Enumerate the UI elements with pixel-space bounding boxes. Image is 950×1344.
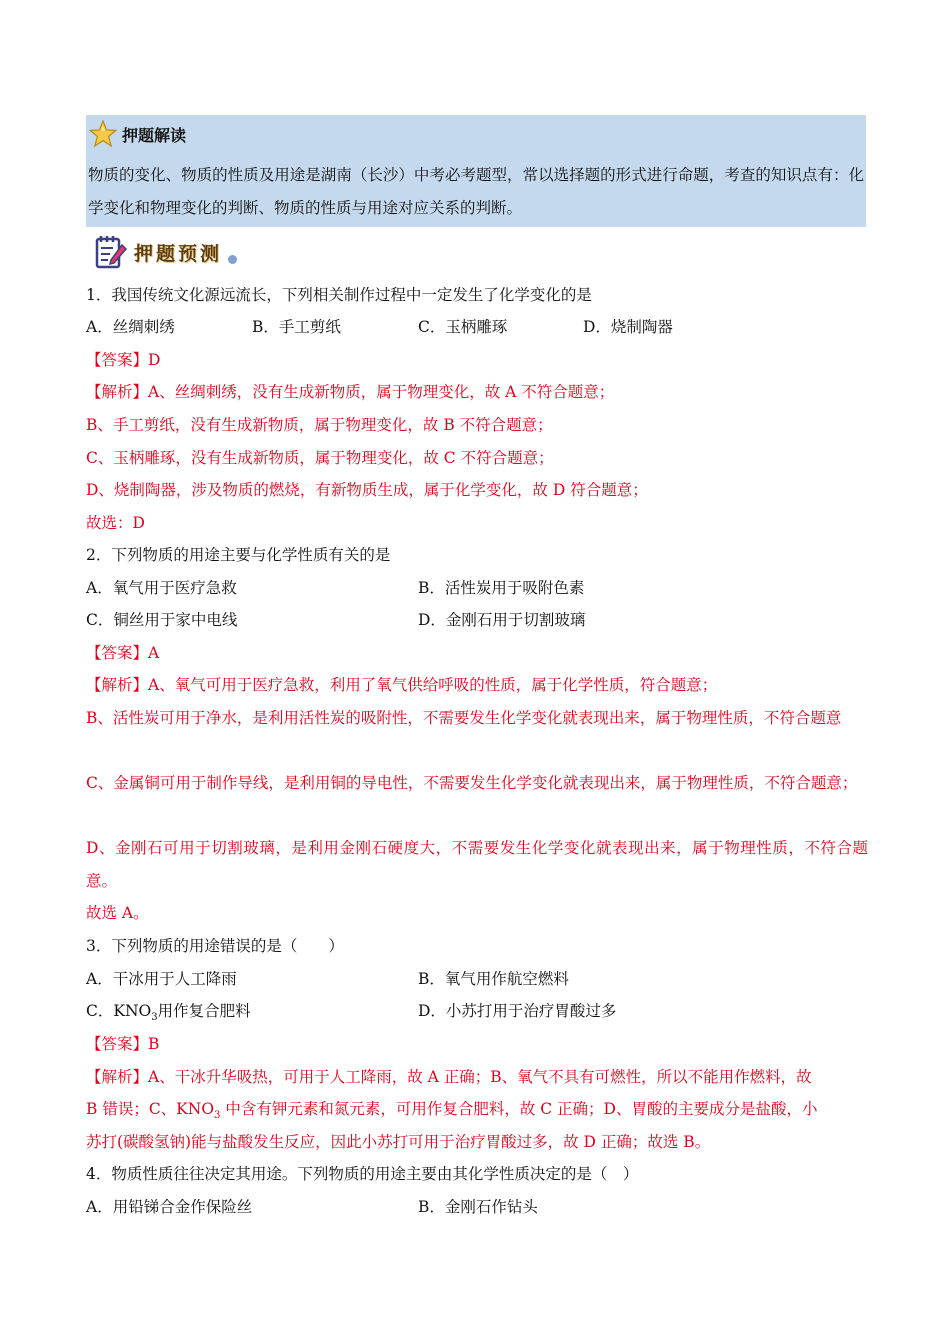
q4-stem: 4．物质性质往往决定其用途。下列物质的用途主要由其化学性质决定的是（ ） [86, 1165, 639, 1183]
q3-analysis-2 [86, 1098, 868, 1123]
q2-analysis-2: B、活性炭可用于净水，是利用活性炭的吸附性，不需要发生化学变化就表现出来，属于物理性质，不符合题意 [86, 709, 842, 727]
q3-stem: 3．下列物质的用途错误的是（ ） [86, 937, 344, 955]
interpretation-header [86, 119, 186, 149]
q3-analysis-2-suffix: 中含有钾元素和氮元素，可用作复合肥料，故 C 正确；D、胃酸的主要成分是盐酸，小 [220, 1100, 818, 1118]
q2-analysis-3: C、金属铜可用于制作导线，是利用铜的导电性，不需要发生化学变化就表现出来，属于物理性质，不符合题意； [86, 774, 858, 792]
prediction-title: 押题预测 [134, 242, 223, 265]
notebook-pencil-icon [94, 233, 128, 271]
q3-option-c-prefix: C．KNO [86, 1002, 152, 1020]
interpretation-box [86, 115, 866, 227]
q3-analysis-2-subscript: 3 [214, 1110, 221, 1121]
q3-answer: 【答案】B [86, 1035, 160, 1053]
q3-option-c-suffix: 用作复合肥料 [157, 1002, 251, 1020]
interpretation-text: 物质的变化、物质的性质及用途是湖南（长沙）中考必考题型，常以选择题的形式进行命题，考查的知识点有：化学变化和物理变化的判断、物质的性质与用途对应关系的判断。 [88, 166, 864, 217]
q1-analysis-2: B、手工剪纸，没有生成新物质，属于物理变化，故 B 不符合题意； [86, 416, 553, 434]
q2-analysis-5: 故选 A。 [86, 904, 149, 922]
q4-option-b: B．金刚石作钻头 [418, 1198, 538, 1216]
q3-option-a: A．干冰用于人工降雨 [86, 970, 237, 988]
q2-answer: 【答案】A [86, 644, 160, 662]
q2-analysis-1: 【解析】A、氧气可用于医疗急救，利用了氧气供给呼吸的性质，属于化学性质，符合题意； [86, 676, 718, 694]
q2-option-d: D．金刚石用于切割玻璃 [418, 611, 586, 629]
interpretation-title: 押题解读 [122, 125, 187, 145]
q1-option-c: C．玉柄雕琢 [418, 318, 508, 336]
star-icon [88, 119, 118, 149]
q1-option-d: D．烧制陶器 [583, 318, 673, 336]
q3-analysis-1: 【解析】A、干冰升华吸热，可用于人工降雨，故 A 正确；B、氧气不具有可燃性，所以不能用作燃料，故 [86, 1068, 812, 1086]
decorative-dot [228, 255, 237, 264]
q3-option-c-subscript: 3 [151, 1012, 158, 1023]
q2-option-a: A．氧气用于医疗急救 [86, 579, 237, 597]
q1-analysis-1: 【解析】A、丝绸刺绣，没有生成新物质，属于物理变化，故 A 不符合题意； [86, 383, 615, 401]
q1-stem: 1．我国传统文化源远流长，下列相关制作过程中一定发生了化学变化的是 [86, 286, 592, 304]
q2-option-c: C．铜丝用于家中电线 [86, 611, 238, 629]
q1-analysis-3: C、玉柄雕琢，没有生成新物质，属于物理变化，故 C 不符合题意； [86, 449, 554, 467]
q4-option-a: A．用铅锑合金作保险丝 [86, 1198, 253, 1216]
q2-stem: 2．下列物质的用途主要与化学性质有关的是 [86, 546, 391, 564]
q1-option-a: A．丝绸刺绣 [86, 318, 175, 336]
q1-analysis-5: 故选：D [86, 514, 145, 532]
prediction-header [94, 232, 237, 272]
q1-answer: 【答案】D [86, 351, 161, 369]
q3-analysis-3: 苏打(碳酸氢钠)能与盐酸发生反应，因此小苏打可用于治疗胃酸过多，故 D 正确；故选 B。 [86, 1133, 711, 1151]
q1-analysis-4: D、烧制陶器，涉及物质的燃烧，有新物质生成，属于化学变化，故 D 符合题意； [86, 481, 648, 499]
q1-option-b: B．手工剪纸 [252, 318, 341, 336]
q3-analysis-2-prefix: B 错误；C、KNO [86, 1100, 215, 1118]
q2-option-b: B．活性炭用于吸附色素 [418, 579, 585, 597]
q3-option-c [86, 1000, 251, 1025]
q3-option-b: B．氧气用作航空燃料 [418, 970, 569, 988]
q2-analysis-4: D、金刚石可用于切割玻璃，是利用金刚石硬度大，不需要发生化学变化就表现出来，属于物理性质，不符合题意。 [86, 839, 868, 890]
q3-option-d: D．小苏打用于治疗胃酸过多 [418, 1002, 617, 1020]
